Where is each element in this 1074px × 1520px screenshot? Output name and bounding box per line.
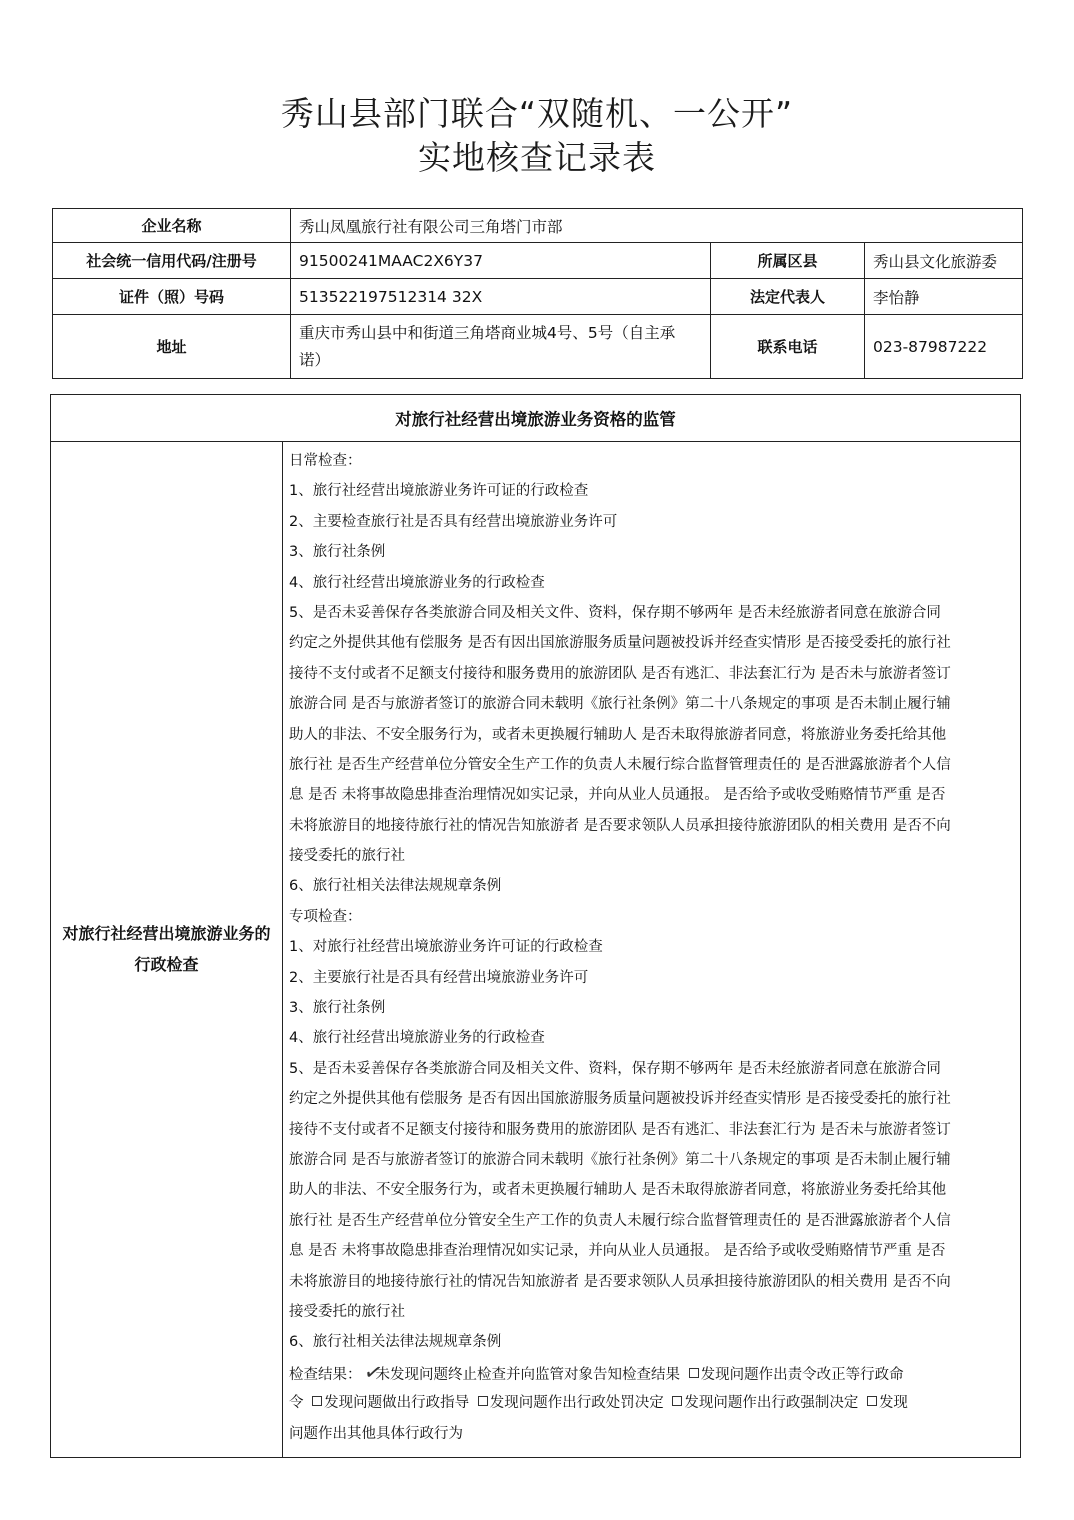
- credit-code-label: 社会统一信用代码/注册号: [53, 243, 291, 279]
- inspection-line: 旅行社 是否生产经营单位分管安全生产工作的负责人未履行综合监督管理责任的 是否泄露旅游者个人信: [289, 1212, 951, 1229]
- address-line-2: 诺）: [299, 350, 331, 369]
- checkmark-icon: ✓: [361, 1358, 385, 1388]
- inspection-line: 1、对旅行社经营出境旅游业务许可证的行政检查: [289, 939, 603, 956]
- legal-rep-label: 法定代表人: [711, 279, 865, 315]
- checkbox-icon[interactable]: [689, 1368, 699, 1378]
- inspection-line: 2、主要旅行社是否具有经营出境旅游业务许可: [289, 969, 589, 986]
- company-name-label: 企业名称: [53, 209, 291, 243]
- supervision-table: [50, 394, 1021, 1458]
- option-guidance[interactable]: 发现问题做出行政指导: [324, 1395, 470, 1412]
- address-value: [291, 315, 711, 379]
- inspection-line: 2、主要检查旅行社是否具有经营出境旅游业务许可: [289, 513, 618, 530]
- inspection-item-line-2: 行政检查: [134, 955, 199, 975]
- option-order-correction-cont: 令: [289, 1395, 304, 1412]
- option-order-correction[interactable]: 发现问题作出责令改正等行政命: [700, 1366, 904, 1383]
- inspection-line: 旅游合同 是否与旅游者签订的旅游合同未载明《旅行社条例》第二十八条规定的事项 是否未制止履行辅: [289, 696, 951, 713]
- supervision-heading: 对旅行社经营出境旅游业务资格的监管: [51, 395, 1021, 442]
- enterprise-info-table: [52, 208, 1023, 379]
- result-label: 检查结果：: [289, 1366, 362, 1383]
- id-number-value: 513522197512314 32X: [291, 279, 711, 315]
- inspection-line: 1、旅行社经营出境旅游业务许可证的行政检查: [289, 483, 589, 500]
- address-label: 地址: [53, 315, 291, 379]
- phone-value: 023-87987222: [865, 315, 1023, 379]
- inspection-item-line-1: 对旅行社经营出境旅游业务的: [62, 924, 271, 944]
- inspection-content: [283, 442, 1021, 1458]
- inspection-line: 3、旅行社条例: [289, 544, 386, 561]
- inspection-line: 约定之外提供其他有偿服务 是否有因出国旅游服务质量问题被投诉并经查实情形 是否接受委托的旅行社: [289, 1091, 951, 1108]
- checkbox-icon[interactable]: [867, 1396, 877, 1406]
- checkbox-icon[interactable]: [312, 1396, 322, 1406]
- inspection-line: 未将旅游目的地接待旅行社的情况告知旅游者 是否要求领队人员承担接待旅游团队的相关费用 是否不向: [289, 1273, 951, 1290]
- id-number-label: 证件（照）号码: [53, 279, 291, 315]
- inspection-line: 5、是否未妥善保存各类旅游合同及相关文件、资料，保存期不够两年 是否未经旅游者同意在旅游合同: [289, 1060, 941, 1077]
- inspection-line: 接待不支付或者不足额支付接待和服务费用的旅游团队 是否有逃汇、非法套汇行为 是否未与旅游者签订: [289, 1121, 951, 1138]
- checkbox-icon[interactable]: [672, 1396, 682, 1406]
- inspection-line: 约定之外提供其他有偿服务 是否有因出国旅游服务质量问题被投诉并经查实情形 是否接受委托的旅行社: [289, 635, 951, 652]
- inspection-line: 3、旅行社条例: [289, 1000, 386, 1017]
- option-other[interactable]: 发现: [878, 1395, 908, 1412]
- inspection-line: 旅游合同 是否与旅游者签订的旅游合同未载明《旅行社条例》第二十八条规定的事项 是否未制止履行辅: [289, 1151, 951, 1168]
- option-penalty[interactable]: 发现问题作出行政处罚决定: [489, 1395, 664, 1412]
- inspection-line: 息 是否 未将事故隐患排查治理情况如实记录，并向从业人员通报。 是否给予或收受贿赂情节严重 是否: [289, 1243, 946, 1260]
- result-line-2: [289, 1388, 1014, 1418]
- option-enforcement[interactable]: 发现问题作出行政强制决定: [684, 1395, 859, 1412]
- inspection-line: 接受委托的旅行社: [289, 1303, 405, 1320]
- inspection-line: 接待不支付或者不足额支付接待和服务费用的旅游团队 是否有逃汇、非法套汇行为 是否未与旅游者签订: [289, 665, 951, 682]
- inspection-line: 6、旅行社相关法律法规规章条例: [289, 878, 502, 895]
- phone-label: 联系电话: [711, 315, 865, 379]
- district-label: 所属区县: [711, 243, 865, 279]
- legal-rep-value: 李怡静: [865, 279, 1023, 315]
- inspection-line: 助人的非法、不安全服务行为，或者未更换履行辅助人 是否未取得旅游者同意，将旅游业务委托给其他: [289, 1182, 947, 1199]
- address-line-1: 重庆市秀山县中和街道三角塔商业城4号、5号（自主承: [299, 323, 676, 342]
- document-title-line1: 秀山县部门联合“双随机、一公开”: [280, 94, 794, 133]
- inspection-line: 6、旅行社相关法律法规规章条例: [289, 1334, 502, 1351]
- result-line-1: [289, 1358, 1014, 1388]
- result-line-3: 问题作出其他具体行政行为: [289, 1425, 463, 1442]
- inspection-line: 5、是否未妥善保存各类旅游合同及相关文件、资料，保存期不够两年 是否未经旅游者同意在旅游合同: [289, 604, 941, 621]
- inspection-line: 息 是否 未将事故隐患排查治理情况如实记录，并向从业人员通报。 是否给予或收受贿赂情节严重 是否: [289, 787, 946, 804]
- inspection-item-label: [51, 442, 283, 1458]
- inspection-line: 4、旅行社经营出境旅游业务的行政检查: [289, 574, 545, 591]
- inspection-line: 4、旅行社经营出境旅游业务的行政检查: [289, 1030, 545, 1047]
- inspection-line: 旅行社 是否生产经营单位分管安全生产工作的负责人未履行综合监督管理责任的 是否泄露旅游者个人信: [289, 756, 951, 773]
- document-title-line2: 实地核查记录表: [418, 138, 656, 177]
- district-value: 秀山县文化旅游委: [865, 243, 1023, 279]
- option-no-problem[interactable]: 未发现问题终止检查并向监管对象告知检查结果: [375, 1366, 680, 1383]
- company-name-value: 秀山凤凰旅行社有限公司三角塔门市部: [291, 209, 1023, 243]
- inspection-line: 助人的非法、不安全服务行为，或者未更换履行辅助人 是否未取得旅游者同意，将旅游业务委托给其他: [289, 726, 947, 743]
- inspection-line: 专项检查：: [289, 908, 362, 925]
- checkbox-icon[interactable]: [478, 1396, 488, 1406]
- inspection-line: 未将旅游目的地接待旅行社的情况告知旅游者 是否要求领队人员承担接待旅游团队的相关费用 是否不向: [289, 817, 951, 834]
- credit-code-value: 91500241MAAC2X6Y37: [291, 243, 711, 279]
- inspection-line: 接受委托的旅行社: [289, 848, 405, 865]
- inspection-line: 日常检查：: [289, 453, 362, 469]
- inspection-lines: [289, 446, 1014, 1358]
